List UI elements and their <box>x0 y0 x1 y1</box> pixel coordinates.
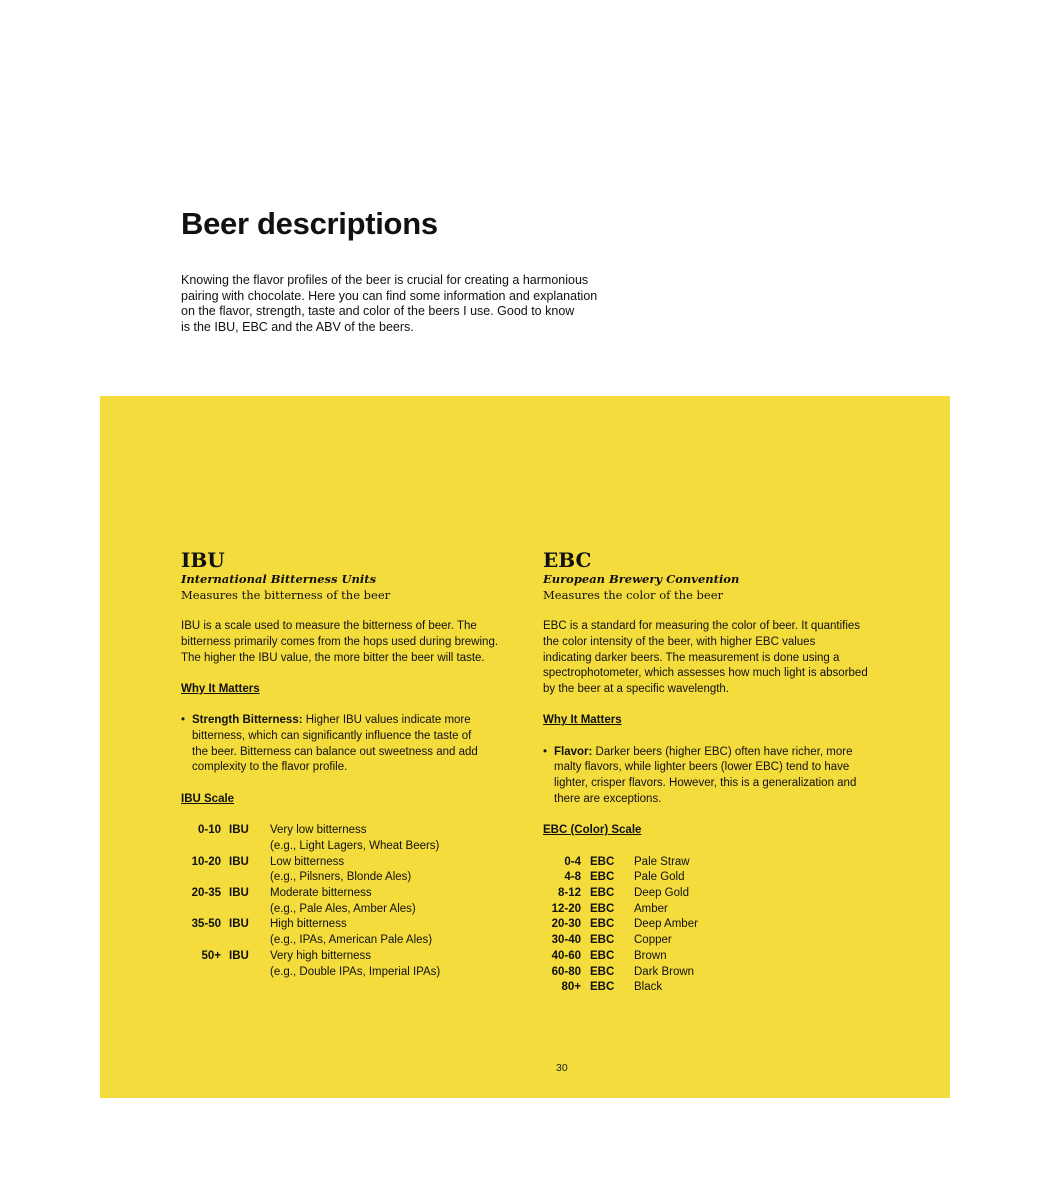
ibu-title: IBU <box>181 548 225 572</box>
ebc-scale-row <box>543 933 873 949</box>
scale-unit: EBC <box>590 965 615 978</box>
scale-description: Black <box>634 981 663 994</box>
scale-unit: EBC <box>590 949 615 962</box>
ibu-scale-row <box>181 886 511 917</box>
scale-description: Moderate bitterness (e.g., Pale Ales, Amber Ales) <box>270 886 416 915</box>
ebc-subtitle: European Brewery Convention <box>543 572 740 586</box>
ebc-scale-table <box>543 855 873 996</box>
ibu-scale-heading: IBU Scale <box>181 792 235 805</box>
ebc-section <box>543 546 873 996</box>
ibu-bullet-text: Higher IBU values indicate more bitterness, which can significantly influence the taste of the beer. Bitterness can balance out sweetness and add complexity to the flavor profile. <box>192 714 478 774</box>
scale-description: High bitterness (e.g., IPAs, American Pale Ales) <box>270 918 433 947</box>
scale-description: Deep Amber <box>634 918 698 931</box>
ebc-scale-row <box>543 902 873 918</box>
bullet-icon: • <box>181 714 186 727</box>
scale-range: 0-4 <box>564 855 581 868</box>
scale-description: Pale Gold <box>634 871 685 884</box>
scale-unit: IBU <box>229 824 249 837</box>
scale-description: Brown <box>634 949 667 962</box>
ebc-scale-row <box>543 949 873 965</box>
ebc-scale-row <box>543 917 873 933</box>
scale-unit: IBU <box>229 949 249 962</box>
scale-unit: IBU <box>229 855 249 868</box>
scale-unit: EBC <box>590 934 615 947</box>
ebc-scale-row <box>543 980 873 996</box>
info-panel <box>100 396 950 1098</box>
ibu-scale-row <box>181 949 511 980</box>
ibu-measures: Measures the bitterness of the beer <box>181 587 391 602</box>
scale-range: 20-30 <box>551 918 581 931</box>
scale-unit: EBC <box>590 902 615 915</box>
ebc-bullet-text: Darker beers (higher EBC) often have richer, more malty flavors, while lighter beers (lower EBC) tend to have lighter, crisper flavors. However, this is a generalization and there are exceptions. <box>554 745 857 805</box>
ibu-scale-table <box>181 823 511 980</box>
scale-range: 50+ <box>201 949 221 962</box>
ibu-scale-row <box>181 855 511 886</box>
ibu-scale-row <box>181 823 511 854</box>
ebc-measures: Measures the color of the beer <box>543 587 724 602</box>
ebc-title: EBC <box>543 548 592 572</box>
ibu-bullet <box>181 713 511 776</box>
scale-range: 60-80 <box>551 965 581 978</box>
scale-range: 35-50 <box>191 918 221 931</box>
scale-description: Amber <box>634 902 668 915</box>
scale-description: Very low bitterness (e.g., Light Lagers, Wheat Beers) <box>270 824 440 852</box>
intro-paragraph: Knowing the flavor profiles of the beer is crucial for creating a harmonious pairing with chocolate. Here you can find some information and explanation on the flavor, strength, taste and color of the beers I use. Good to know is the IBU, EBC and the ABV of the beers. <box>181 273 598 335</box>
scale-unit: EBC <box>590 855 615 868</box>
scale-description: Pale Straw <box>634 855 690 868</box>
bullet-icon: • <box>543 745 548 758</box>
ebc-bullet <box>543 745 873 808</box>
scale-unit: EBC <box>590 918 615 931</box>
ebc-why-heading: Why It Matters <box>543 714 622 727</box>
scale-range: 40-60 <box>551 949 581 962</box>
scale-range: 12-20 <box>551 902 581 915</box>
scale-unit: EBC <box>590 871 615 884</box>
scale-range: 20-35 <box>191 886 221 899</box>
ebc-scale-row <box>543 886 873 902</box>
scale-range: 8-12 <box>557 886 581 899</box>
scale-description: Copper <box>634 934 672 947</box>
scale-description: Low bitterness (e.g., Pilsners, Blonde Ales) <box>270 855 412 884</box>
ibu-why-heading: Why It Matters <box>181 682 260 695</box>
page-number: 30 <box>556 1062 568 1074</box>
scale-range: 30-40 <box>551 934 581 947</box>
scale-unit: EBC <box>590 886 615 899</box>
ebc-scale-heading: EBC (Color) Scale <box>543 824 642 837</box>
ebc-scale-row <box>543 870 873 886</box>
page-title: Beer descriptions <box>181 206 438 241</box>
ibu-subtitle: International Bitterness Units <box>181 572 377 586</box>
scale-range: 4-8 <box>564 871 581 884</box>
scale-unit: IBU <box>229 886 249 899</box>
scale-unit: IBU <box>229 918 249 931</box>
scale-description: Very high bitterness (e.g., Double IPAs, Imperial IPAs) <box>270 949 441 978</box>
scale-range: 10-20 <box>191 855 221 868</box>
ibu-description: IBU is a scale used to measure the bitterness of beer. The bitterness primarily comes from the hops used during brewing. The higher the IBU value, the more bitter the beer will taste. <box>181 620 499 664</box>
ibu-scale-row <box>181 917 511 948</box>
ebc-scale-row <box>543 965 873 981</box>
ibu-bullet-lead: Strength Bitterness: <box>192 714 303 727</box>
ebc-description: EBC is a standard for measuring the color of beer. It quantifies the color intensity of the beer, with higher EBC values indicating darker beers. The measurement is done using a spectrophotometer, which assesses how much light is absorbed by the beer at a specific wavelength. <box>543 620 868 695</box>
scale-description: Dark Brown <box>634 965 695 978</box>
scale-range: 80+ <box>561 981 581 994</box>
scale-unit: EBC <box>590 981 615 994</box>
ibu-section <box>181 546 511 980</box>
scale-description: Deep Gold <box>634 886 689 899</box>
ebc-scale-row <box>543 855 873 871</box>
scale-range: 0-10 <box>197 824 221 837</box>
ebc-bullet-lead: Flavor: <box>554 745 593 758</box>
